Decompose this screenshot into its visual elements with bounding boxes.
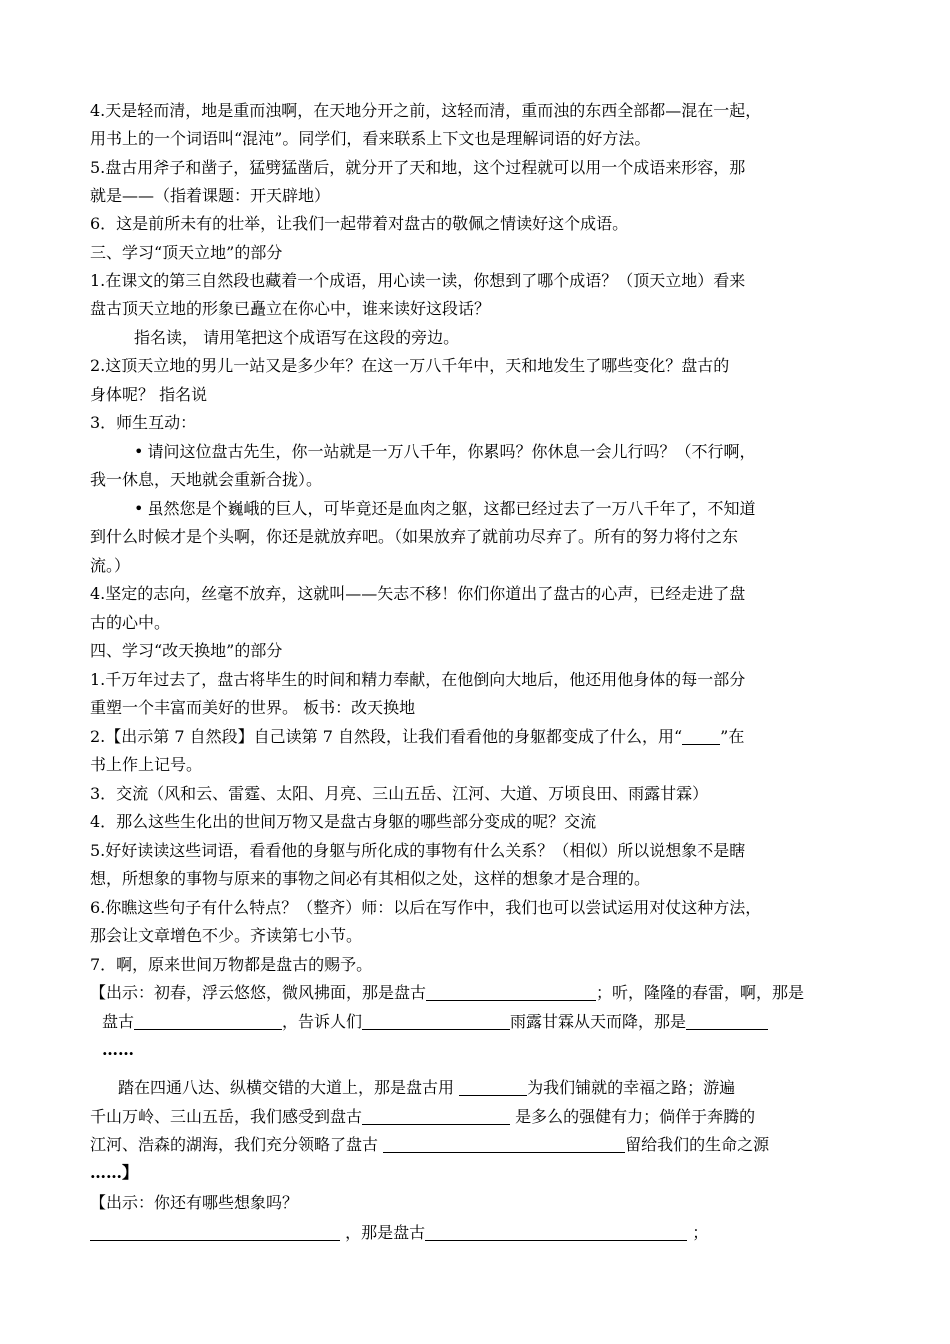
underline-blank bbox=[682, 728, 720, 745]
line-text: ，那是盘古 bbox=[345, 1223, 426, 1242]
paragraph-line: 身体呢？ 指名说 bbox=[90, 385, 208, 404]
paragraph-line: 到什么时候才是个头啊，你还是就放弃吧。（如果放弃了就前功尽弃了。所有的努力将付之东 bbox=[90, 527, 739, 546]
line-text: 踏在四通八达、纵横交错的大道上，那是盘古用 bbox=[118, 1078, 455, 1097]
paragraph-line: 6．这是前所未有的壮举，让我们一起带着对盘古的敬佩之情读好这个成语。 bbox=[90, 214, 629, 233]
paragraph-line: 4.坚定的志向，丝毫不放弃，这就叫——矢志不移！你们你道出了盘古的心声，已经走进了盘 bbox=[90, 584, 746, 603]
underline-blank bbox=[425, 1224, 687, 1241]
paragraph-line: 1.在课文的第三自然段也藏着一个成语，用心读一读，你想到了哪个成语？（顶天立地）看来 bbox=[90, 271, 746, 290]
paragraph-line: 想，所想象的事物与原来的事物之间必有其相似之处，这样的想象才是合理的。 bbox=[90, 869, 651, 888]
line-text: ；听，隆隆的春雷，啊，那是 bbox=[596, 983, 805, 1002]
line-text: 【出示：初春，浮云悠悠，微风拂面，那是盘古 bbox=[90, 983, 427, 1002]
paragraph-line: 6.你瞧这些句子有什么特点？（整齐）师：以后在写作中，我们也可以尝试运用对仗这种方法， bbox=[90, 898, 762, 917]
paragraph-line: 书上作上记号。 bbox=[90, 755, 203, 774]
fill-in-line bbox=[90, 1135, 769, 1155]
underline-blank bbox=[686, 1013, 768, 1030]
underline-blank bbox=[459, 1079, 527, 1096]
fill-in-line bbox=[118, 1078, 735, 1098]
line-text: 千山万岭、三山五岳，我们感受到盘古 bbox=[90, 1107, 363, 1126]
paragraph-line: 重塑一个丰富而美好的世界。 板书：改天换地 bbox=[90, 698, 416, 717]
line-text: 是多么的强健有力；倘佯于奔腾的 bbox=[515, 1107, 756, 1126]
bullet-text: 请问这位盘古先生，你一站就是一万八千年，你累吗？你休息一会儿行吗？（不行啊， bbox=[147, 442, 756, 461]
paragraph-line: 2.这顶天立地的男儿一站又是多少年？在这一万八千年中，天和地发生了哪些变化？盘古的 bbox=[90, 356, 730, 375]
ellipsis-line: ……】 bbox=[90, 1163, 139, 1182]
paragraph-line: 【出示：你还有哪些想象吗？ bbox=[90, 1193, 299, 1212]
line-text: 2.【出示第 7 自然段】自己读第 7 自然段，让我们看看他的身躯都变成了什么，用“ bbox=[90, 727, 683, 746]
paragraph-line: 1.千万年过去了，盘古将毕生的时间和精力奉献，在他倒向大地后，他还用他身体的每一部分 bbox=[90, 670, 746, 689]
line-text: 为我们铺就的幸福之路；游遍 bbox=[527, 1078, 736, 1097]
paragraph-line: 3．师生互动： bbox=[90, 413, 197, 432]
fill-in-line bbox=[90, 1107, 755, 1127]
paragraph-line: 就是——（指着课题：开天辟地） bbox=[90, 186, 331, 205]
bullet-icon: • bbox=[134, 442, 144, 461]
paragraph-line: 7．啊，原来世间万物都是盘古的赐予。 bbox=[90, 955, 373, 974]
paragraph-line: 4．那么这些生化出的世间万物又是盘古身躯的哪些部分变成的呢？交流 bbox=[90, 812, 597, 831]
underline-blank bbox=[383, 1136, 625, 1153]
underline-blank bbox=[362, 1013, 510, 1030]
paragraph-line: 盘古顶天立地的形象已矗立在你心中，谁来读好这段话？ bbox=[90, 299, 491, 318]
section-heading: 三、学习“顶天立地”的部分 bbox=[90, 243, 283, 262]
bullet-icon: • bbox=[134, 499, 144, 518]
underline-blank bbox=[134, 1013, 282, 1030]
paragraph-line: 5.好好读读这些词语，看看他的身躯与所化成的事物有什么关系？（相似）所以说想象不是瞎 bbox=[90, 841, 746, 860]
fill-in-line bbox=[90, 1223, 708, 1243]
ellipsis-line: …… bbox=[102, 1040, 134, 1059]
paragraph-line bbox=[90, 727, 744, 747]
paragraph-line: 古的心中。 bbox=[90, 613, 171, 632]
fill-in-line bbox=[90, 983, 804, 1003]
paragraph-line: 那会让文章增色不少。齐读第七小节。 bbox=[90, 926, 363, 945]
line-text: 盘古 bbox=[102, 1012, 135, 1031]
fill-in-line bbox=[102, 1012, 768, 1032]
line-text: 留给我们的生命之源 bbox=[625, 1135, 770, 1154]
underline-blank bbox=[426, 984, 596, 1001]
bullet-text: 虽然您是个巍峨的巨人，可毕竟还是血肉之躯，这都已经过去了一万八千年了，不知道 bbox=[147, 499, 756, 518]
line-text: 雨露甘霖从天而降，那是 bbox=[510, 1012, 687, 1031]
paragraph-line: 流。） bbox=[90, 556, 131, 575]
underline-blank bbox=[90, 1224, 340, 1241]
paragraph-line: 用书上的一个词语叫“混沌”。同学们，看来联系上下文也是理解词语的好方法。 bbox=[90, 129, 651, 148]
paragraph-line: 3．交流（风和云、雷霆、太阳、月亮、三山五岳、江河、大道、万顷良田、雨露甘霖） bbox=[90, 784, 709, 803]
paragraph-line: 我一休息，天地就会重新合拢）。 bbox=[90, 470, 323, 489]
underline-blank bbox=[362, 1108, 510, 1125]
paragraph-line: 指名读， 请用笔把这个成语写在这段的旁边。 bbox=[134, 328, 460, 347]
line-text: ； bbox=[692, 1223, 709, 1242]
line-text: ，告诉人们 bbox=[282, 1012, 363, 1031]
line-text: 江河、浩森的湖海，我们充分领略了盘古 bbox=[90, 1135, 379, 1154]
line-text: ”在 bbox=[720, 727, 745, 746]
bullet-line bbox=[134, 442, 755, 462]
section-heading: 四、学习“改天换地”的部分 bbox=[90, 641, 283, 660]
bullet-line bbox=[134, 499, 755, 519]
paragraph-line: 5.盘古用斧子和凿子，猛劈猛凿后，就分开了天和地，这个过程就可以用一个成语来形容，那 bbox=[90, 158, 746, 177]
paragraph-line: 4.天是轻而清，地是重而浊啊，在天地分开之前，这轻而清，重而浊的东西全部都—混在一起， bbox=[90, 101, 762, 120]
